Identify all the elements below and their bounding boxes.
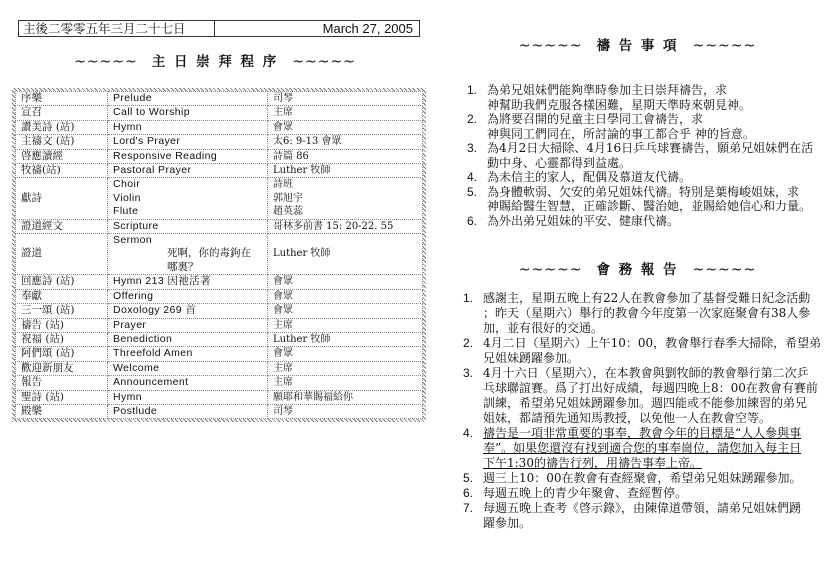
announcement-item bbox=[463, 501, 829, 531]
program-item: 祝福 (站) bbox=[21, 332, 65, 345]
program-row bbox=[16, 376, 423, 390]
program-leader: 會眾 bbox=[273, 121, 293, 133]
program-english-cell bbox=[108, 234, 268, 275]
announcement-item-line: 4月十六日（星期六），在本教會與劉牧師的教會舉行第二次乒 bbox=[483, 366, 809, 380]
program-leader: 主席 bbox=[273, 362, 293, 374]
announcement-item-line: 奉”。如果您還沒有找到適合您的事奉崗位，請您加入每主日 bbox=[483, 441, 802, 455]
worship-program-frame bbox=[12, 88, 426, 422]
program-leader: 會眾 bbox=[273, 290, 293, 302]
program-english: Choir bbox=[113, 178, 141, 191]
prayer-item-number: 2. bbox=[467, 112, 478, 126]
program-english: Benediction bbox=[113, 332, 173, 345]
worship-order-heading bbox=[60, 53, 370, 71]
program-leader-cell bbox=[268, 135, 423, 149]
program-leader-cell bbox=[268, 289, 423, 303]
ornament-left: ~~~~~ bbox=[518, 262, 583, 278]
program-english: Doxology 269 首 bbox=[113, 304, 197, 317]
prayer-item-number: 1. bbox=[467, 83, 478, 97]
prayer-item-line: 為身體軟弱、欠安的弟兄姐妹代禱。特別是葉梅峻姐妹，求 bbox=[487, 184, 800, 199]
program-english: Prayer bbox=[113, 318, 147, 331]
program-item: 宣召 bbox=[21, 106, 42, 119]
program-item: 歡迎新朋友 bbox=[21, 361, 74, 374]
announcements-list bbox=[463, 291, 829, 531]
announcement-item-text bbox=[483, 501, 829, 531]
prayer-item-line: 神與同工們同在，所討論的事工都合乎 神的旨意。 bbox=[487, 126, 755, 141]
program-leader: 郭旭宇 bbox=[273, 192, 303, 204]
announcement-item-line: 下午1:30的禱告行列，用禱告事奉上帝。 bbox=[483, 456, 702, 470]
program-row bbox=[16, 219, 423, 233]
program-leader-cell bbox=[268, 149, 423, 163]
program-item: 獻詩 bbox=[21, 191, 42, 204]
program-item-cell bbox=[16, 219, 108, 233]
announcement-item bbox=[463, 471, 829, 486]
announcement-item bbox=[463, 486, 829, 501]
announcement-item-line: 姐妹，都請預先通知馬教授，以免他一人在教會空等。 bbox=[483, 411, 772, 425]
program-leader-cell bbox=[268, 332, 423, 346]
prayer-item-line: 為弟兄姐妹們能夠準時參加主日崇拜禱告，求 bbox=[487, 83, 728, 97]
prayer-item bbox=[467, 112, 829, 141]
announcement-item-line: 禱告是一項非常重要的事奉，教會今年的目標是“人人參與事 bbox=[483, 426, 802, 440]
english-date: March 27, 2005 bbox=[322, 21, 413, 36]
program-english: Prelude bbox=[113, 92, 152, 104]
program-item: 回應詩 (站) bbox=[21, 275, 75, 288]
announcement-item-line: 每週五晚上查考《啓示錄》，由陳偉道帶領，請弟兄姐妹們踴 bbox=[483, 501, 802, 515]
program-leader: 願耶和華賜福給你 bbox=[273, 391, 353, 403]
program-english-cell bbox=[108, 404, 268, 418]
announcement-item-number: 4. bbox=[463, 426, 474, 440]
announcement-item-line: 4月二日（星期六）上午10：00，教會舉行春季大掃除，希望弟 bbox=[483, 336, 822, 350]
program-item: 阿們頌 (站) bbox=[21, 347, 75, 360]
program-row bbox=[16, 106, 423, 120]
chinese-date: 主後二零零五年三月二十七日 bbox=[19, 21, 215, 36]
program-item: 證道 bbox=[21, 247, 42, 260]
prayer-items-title: 禱 告 事 項 bbox=[596, 38, 679, 54]
program-english: Welcome bbox=[113, 361, 160, 374]
prayer-item-line: 動中身、心靈都得到益處。 bbox=[487, 155, 632, 170]
program-english-cell bbox=[108, 390, 268, 404]
prayer-item-line: 為將要召開的兒童主日學同工會禱告，求 bbox=[487, 112, 704, 126]
program-item-cell bbox=[16, 149, 108, 163]
announcement-item-text bbox=[483, 366, 829, 426]
program-item-cell bbox=[16, 318, 108, 332]
program-item-cell bbox=[16, 106, 108, 120]
program-item-cell bbox=[16, 347, 108, 361]
prayer-item-text bbox=[487, 214, 829, 229]
program-english-cell bbox=[108, 106, 268, 120]
sermon-title-line: 哪裏？ bbox=[167, 260, 199, 273]
program-english-cell bbox=[108, 92, 268, 106]
program-leader-cell bbox=[268, 275, 423, 289]
announcement-item bbox=[463, 291, 829, 336]
prayer-item-line: 神賜給醫生智慧，正確診斷、醫治她，並賜給她信心和力量。 bbox=[487, 199, 812, 213]
program-item: 主禱文 (站) bbox=[21, 135, 75, 148]
ornament-right: ~~~~~ bbox=[692, 38, 757, 54]
program-english: Pastoral Prayer bbox=[113, 164, 192, 177]
program-english-cell bbox=[108, 149, 268, 163]
program-english-cell bbox=[108, 289, 268, 303]
ornament-right: ~~~~~ bbox=[692, 262, 757, 278]
program-item: 禱告 (站) bbox=[21, 318, 65, 331]
program-item-cell bbox=[16, 376, 108, 390]
program-english: Violin bbox=[113, 191, 141, 204]
program-leader: 趙英蕊 bbox=[273, 206, 303, 218]
announcement-item-number: 5. bbox=[463, 471, 474, 485]
ornament-left: ~~~~~ bbox=[518, 38, 583, 54]
program-leader-cell bbox=[268, 318, 423, 332]
program-item: 殿樂 bbox=[21, 404, 42, 417]
worship-program-table bbox=[15, 91, 423, 419]
prayer-item bbox=[467, 214, 829, 229]
program-english: Scripture bbox=[113, 219, 159, 232]
program-item-cell bbox=[16, 164, 108, 178]
announcement-item bbox=[463, 426, 829, 471]
program-item-cell bbox=[16, 120, 108, 134]
prayer-item-text bbox=[487, 141, 829, 170]
program-item-cell bbox=[16, 275, 108, 289]
program-leader: 主席 bbox=[273, 319, 293, 331]
prayer-item-text bbox=[487, 83, 829, 112]
program-english-cell bbox=[108, 347, 268, 361]
program-item: 證道經文 bbox=[21, 219, 63, 232]
program-leader: Luther 牧師 bbox=[273, 248, 331, 260]
prayer-item bbox=[467, 83, 829, 112]
announcements-title: 會 務 報 告 bbox=[596, 262, 679, 278]
program-row bbox=[16, 404, 423, 418]
prayer-item-line: 為外出弟兄姐妹的平安、健康代禱。 bbox=[487, 213, 680, 228]
prayer-item bbox=[467, 185, 829, 214]
prayer-item-line: 為4月2日大掃除、4月16日乒乓球賽禱告，願弟兄姐妹們在活 bbox=[487, 141, 814, 155]
program-english: Threefold Amen bbox=[113, 347, 193, 360]
program-row bbox=[16, 149, 423, 163]
program-english: Postlude bbox=[113, 404, 158, 417]
program-english-cell bbox=[108, 361, 268, 375]
program-leader: 會眾 bbox=[273, 276, 293, 288]
ornament-left: ~~~~~ bbox=[74, 54, 138, 70]
prayer-item bbox=[467, 141, 829, 170]
program-english: Sermon bbox=[113, 234, 153, 247]
program-english: Hymn bbox=[113, 390, 143, 403]
program-item: 三一頌 (站) bbox=[21, 304, 75, 317]
program-row bbox=[16, 275, 423, 289]
program-leader-cell bbox=[268, 92, 423, 106]
announcement-item-number: 3. bbox=[463, 366, 474, 380]
program-english-cell bbox=[108, 164, 268, 178]
program-row bbox=[16, 289, 423, 303]
program-leader-cell bbox=[268, 376, 423, 390]
program-item-cell bbox=[16, 390, 108, 404]
announcement-item-line: 加，並有很好的交通。 bbox=[483, 321, 604, 335]
prayer-item-line: 為未信主的家人，配偶及慕道友代禱。 bbox=[487, 170, 692, 184]
prayer-item-number: 5. bbox=[467, 184, 478, 199]
program-item-cell bbox=[16, 92, 108, 106]
program-english-cell bbox=[108, 332, 268, 346]
announcement-item-line: ；昨天（星期六）舉行的教會今年度第一次家庭聚會有38人參 bbox=[483, 306, 811, 320]
prayer-items-list bbox=[467, 83, 829, 228]
program-leader-cell bbox=[268, 404, 423, 418]
program-english: Offering bbox=[113, 289, 154, 302]
program-english-cell bbox=[108, 275, 268, 289]
announcement-item-text bbox=[483, 336, 829, 366]
ornament-right: ~~~~~ bbox=[292, 54, 356, 70]
program-english-cell bbox=[108, 304, 268, 318]
announcement-item-text bbox=[483, 471, 829, 486]
program-leader-cell bbox=[268, 304, 423, 318]
program-item-cell bbox=[16, 361, 108, 375]
program-row bbox=[16, 304, 423, 318]
program-row bbox=[16, 164, 423, 178]
announcement-item-line: 躍參加。 bbox=[483, 516, 532, 530]
program-leader: 哥林多前書 15: 20-22. 55 bbox=[273, 220, 394, 232]
program-leader-cell bbox=[268, 219, 423, 233]
program-leader-cell bbox=[268, 178, 423, 219]
program-leader: Luther 牧師 bbox=[273, 333, 331, 345]
announcement-item-number: 2. bbox=[463, 336, 474, 350]
program-leader: 會眾 bbox=[273, 348, 293, 360]
program-english-cell bbox=[108, 219, 268, 233]
program-item-cell bbox=[16, 135, 108, 149]
program-leader-cell bbox=[268, 164, 423, 178]
program-leader: 司琴 bbox=[273, 405, 293, 417]
program-item: 啓應讀經 bbox=[21, 149, 63, 162]
program-item-cell bbox=[16, 289, 108, 303]
program-english-cell bbox=[108, 120, 268, 134]
prayer-item-line: 神幫助我們克服各樣困難，星期天準時來朝見神。 bbox=[487, 97, 752, 112]
program-leader-cell bbox=[268, 347, 423, 361]
program-row bbox=[16, 92, 423, 106]
program-row bbox=[16, 120, 423, 134]
program-item: 奉獻 bbox=[21, 289, 42, 302]
program-english-cell bbox=[108, 135, 268, 149]
program-leader: 太6: 9-13 會眾 bbox=[273, 136, 342, 148]
program-row bbox=[16, 332, 423, 346]
program-leader: 主席 bbox=[273, 377, 293, 389]
program-leader-cell bbox=[268, 106, 423, 120]
announcement-item-number: 6. bbox=[463, 486, 474, 500]
program-leader-cell bbox=[268, 361, 423, 375]
program-item: 報告 bbox=[21, 376, 42, 389]
program-item-cell bbox=[16, 178, 108, 219]
worship-program-body bbox=[16, 92, 423, 419]
announcement-item bbox=[463, 336, 829, 366]
program-leader: 主席 bbox=[273, 107, 293, 119]
program-row bbox=[16, 361, 423, 375]
program-english: Hymn 213 因祂活著 bbox=[113, 275, 211, 288]
program-row bbox=[16, 135, 423, 149]
program-leader: 詩班 bbox=[273, 179, 293, 191]
program-leader-cell bbox=[268, 234, 423, 275]
announcement-item-line: 兄姐妹踴躍參加。 bbox=[483, 351, 580, 365]
prayer-items-heading bbox=[500, 37, 775, 55]
sermon-title-line: 死啊，你的毒鉤在 bbox=[167, 247, 251, 260]
program-item: 牧禱(站) bbox=[21, 164, 61, 177]
program-english-cell bbox=[108, 178, 268, 219]
program-item-cell bbox=[16, 234, 108, 275]
announcements-heading bbox=[500, 261, 775, 279]
prayer-item-text bbox=[487, 112, 829, 141]
program-english: Responsive Reading bbox=[113, 149, 218, 162]
worship-order-title: 主 日 崇 拜 程 序 bbox=[151, 54, 279, 70]
announcement-item-line: 乓球聯誼賽。爲了打出好成績，每週四晚上8：00在教會有賽前 bbox=[483, 381, 818, 395]
program-row bbox=[16, 390, 423, 404]
program-english-cell bbox=[108, 318, 268, 332]
announcement-item-number: 1. bbox=[463, 291, 474, 305]
program-english: Flute bbox=[113, 205, 139, 218]
program-leader: 會眾 bbox=[273, 305, 293, 317]
program-item: 聖詩 (站) bbox=[21, 390, 65, 403]
prayer-item-number: 3. bbox=[467, 141, 478, 155]
announcement-item-line: 感謝主，星期五晚上有22人在教會參加了基督受難日紀念活動 bbox=[483, 291, 811, 305]
prayer-item-number: 4. bbox=[467, 170, 478, 184]
prayer-item-text bbox=[487, 170, 829, 185]
announcement-item-number: 7. bbox=[463, 501, 474, 515]
announcement-item bbox=[463, 366, 829, 426]
program-leader-cell bbox=[268, 390, 423, 404]
program-row bbox=[16, 347, 423, 361]
program-english: Announcement bbox=[113, 376, 189, 389]
program-row bbox=[16, 318, 423, 332]
program-item-cell bbox=[16, 404, 108, 418]
program-english-cell bbox=[108, 376, 268, 390]
program-item: 序樂 bbox=[21, 92, 42, 104]
program-leader: 詩篇 86 bbox=[273, 150, 309, 162]
program-item-cell bbox=[16, 304, 108, 318]
program-row bbox=[16, 178, 423, 219]
program-english: Call to Worship bbox=[113, 106, 190, 119]
program-item: 讚美詩 (站) bbox=[21, 120, 75, 133]
date-bar bbox=[18, 20, 420, 37]
announcement-item-text bbox=[483, 426, 829, 471]
program-item-cell bbox=[16, 332, 108, 346]
program-row bbox=[16, 234, 423, 275]
program-leader: 司琴 bbox=[273, 93, 293, 104]
announcement-item-text bbox=[483, 486, 829, 501]
prayer-item-text bbox=[487, 185, 829, 214]
announcement-item-line: 週三上10：00在教會有查經聚會，希望弟兄姐妹踴躍參加。 bbox=[483, 471, 802, 485]
program-leader-cell bbox=[268, 120, 423, 134]
prayer-item bbox=[467, 170, 829, 185]
program-english: Lord's Prayer bbox=[113, 135, 181, 148]
announcement-item-line: 訓練，希望弟兄姐妹踴躍參加。週四能或不能參加練習的弟兄 bbox=[483, 396, 808, 410]
program-english: Hymn bbox=[113, 120, 143, 133]
announcement-item-text bbox=[483, 291, 829, 336]
prayer-item-number: 6. bbox=[467, 213, 478, 228]
program-leader: Luther 牧師 bbox=[273, 165, 331, 177]
announcement-item-line: 每週五晚上的青少年聚會、查經暫停。 bbox=[483, 486, 688, 500]
